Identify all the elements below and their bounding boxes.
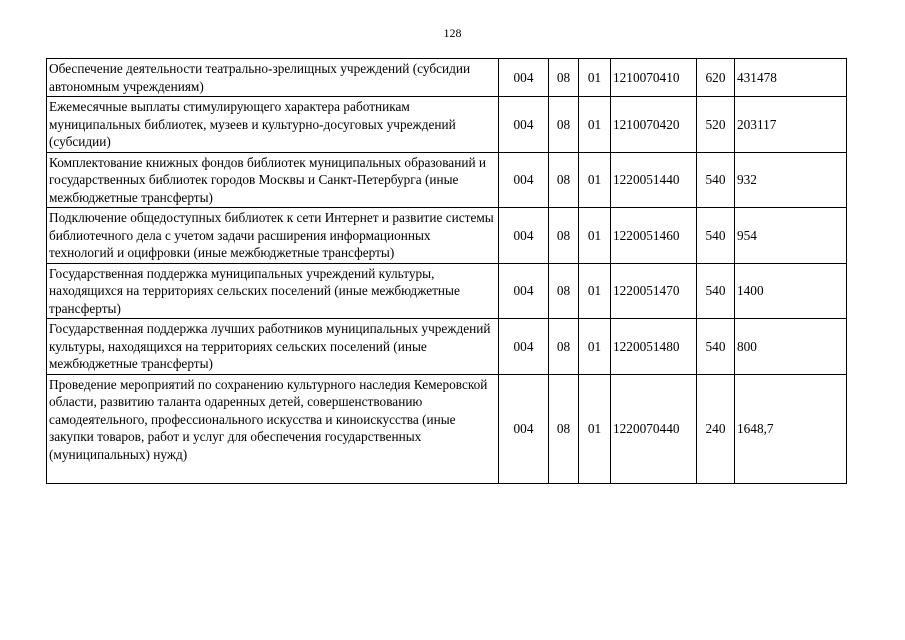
- section-code: 08: [549, 263, 579, 319]
- section-code: 08: [549, 59, 579, 97]
- subsection-code: 01: [579, 263, 611, 319]
- row-description: Комплектование книжных фондов библиотек муниципальных образований и государственных библиотек городов Москвы и Санкт-Петербурга (иные межбюджетные трансферты): [47, 152, 499, 208]
- admin-code: 004: [499, 152, 549, 208]
- target-code: 1220051470: [611, 263, 697, 319]
- admin-code: 004: [499, 208, 549, 264]
- expense-type-code: 540: [697, 208, 735, 264]
- table-row: [47, 374, 847, 483]
- admin-code: 004: [499, 319, 549, 375]
- amount: 932: [735, 152, 847, 208]
- amount: 1400: [735, 263, 847, 319]
- expense-type-code: 540: [697, 263, 735, 319]
- expense-type-code: 540: [697, 319, 735, 375]
- admin-code: 004: [499, 374, 549, 483]
- subsection-code: 01: [579, 374, 611, 483]
- expense-type-code: 620: [697, 59, 735, 97]
- expense-type-code: 240: [697, 374, 735, 483]
- table-row: [47, 59, 847, 97]
- section-code: 08: [549, 208, 579, 264]
- table-row: [47, 263, 847, 319]
- target-code: 1220051460: [611, 208, 697, 264]
- table-row: [47, 319, 847, 375]
- admin-code: 004: [499, 263, 549, 319]
- subsection-code: 01: [579, 97, 611, 153]
- subsection-code: 01: [579, 152, 611, 208]
- target-code: 1220051480: [611, 319, 697, 375]
- target-code: 1220070440: [611, 374, 697, 483]
- admin-code: 004: [499, 97, 549, 153]
- expense-type-code: 540: [697, 152, 735, 208]
- subsection-code: 01: [579, 59, 611, 97]
- row-description: Подключение общедоступных библиотек к сети Интернет и развитие системы библиотечного дела с учетом задачи расширения информационных технологий и оцифровки (иные межбюджетные трансферты): [47, 208, 499, 264]
- target-code: 1220051440: [611, 152, 697, 208]
- budget-table: [46, 58, 847, 484]
- section-code: 08: [549, 152, 579, 208]
- target-code: 1210070410: [611, 59, 697, 97]
- table-row: [47, 152, 847, 208]
- section-code: 08: [549, 374, 579, 483]
- page-number: 128: [443, 26, 462, 40]
- row-description: Государственная поддержка лучших работников муниципальных учреждений культуры, находящихся на территориях сельских поселений (иные межбюджетные трансферты): [47, 319, 499, 375]
- admin-code: 004: [499, 59, 549, 97]
- amount: 954: [735, 208, 847, 264]
- expense-type-code: 520: [697, 97, 735, 153]
- amount: 203117: [735, 97, 847, 153]
- row-description: Государственная поддержка муниципальных учреждений культуры, находящихся на территориях сельских поселений (иные межбюджетные трансферты): [47, 263, 499, 319]
- row-description: Проведение мероприятий по сохранению культурного наследия Кемеровской области, развитию таланта одаренных детей, совершенствованию самодеятельного, профессионального искусства и киноискусства (иные закупки товаров, работ и услуг для обеспечения государственных (муниципальных) нужд): [47, 374, 499, 483]
- amount: 1648,7: [735, 374, 847, 483]
- subsection-code: 01: [579, 208, 611, 264]
- target-code: 1210070420: [611, 97, 697, 153]
- row-description: Ежемесячные выплаты стимулирующего характера работникам муниципальных библиотек, музеев и культурно-досуговых учреждений (субсидии): [47, 97, 499, 153]
- amount: 431478: [735, 59, 847, 97]
- table-row: [47, 208, 847, 264]
- amount: 800: [735, 319, 847, 375]
- subsection-code: 01: [579, 319, 611, 375]
- table-row: [47, 97, 847, 153]
- section-code: 08: [549, 319, 579, 375]
- row-description: Обеспечение деятельности театрально-зрелищных учреждений (субсидии автономным учреждениям): [47, 59, 499, 97]
- section-code: 08: [549, 97, 579, 153]
